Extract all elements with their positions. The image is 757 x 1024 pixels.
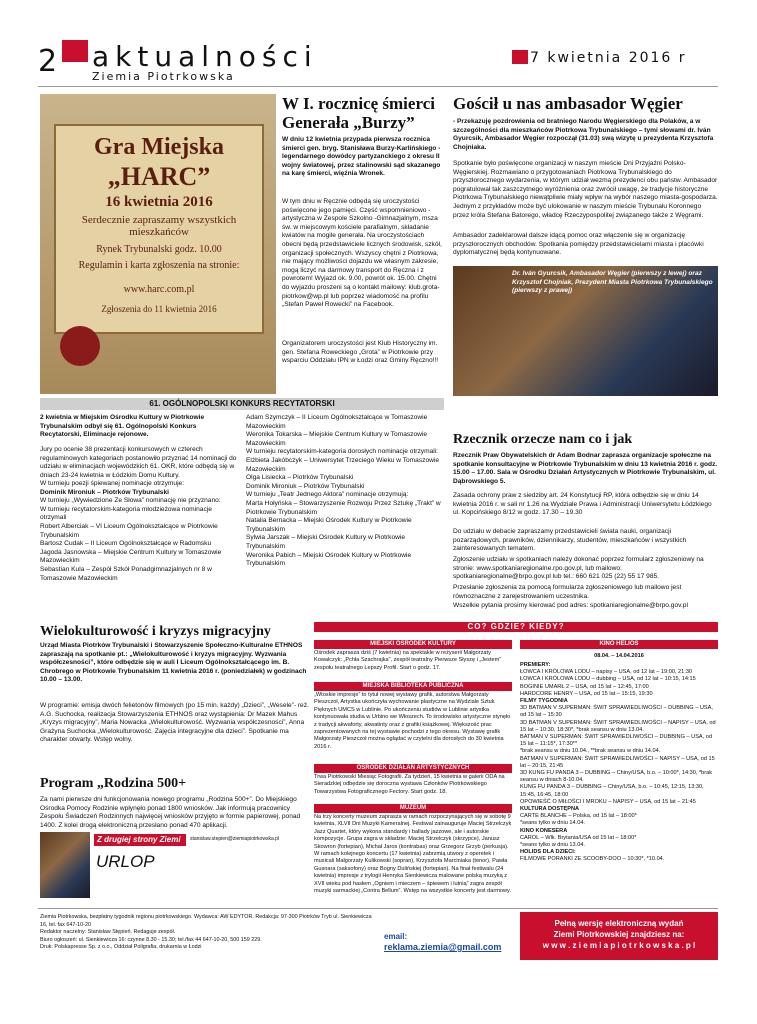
rzecznik-body-2: Do udziału w debacie zapraszamy przedstawicieli świata nauki, organizacji pozarządowych, prawników, dziennikarzy, studentów, mieszkańców i wszystkich zainteresowanych tematem. xyxy=(453,528,687,553)
wegier-body-2: Ambasador zadeklarował dalsze idącą pomoc oraz włączenie się w organizację przyszłorocznych obchodów. Spotkania pomiędzy przedstawicielami miasta i placówki dyplomatycznej będą kontynuowane. xyxy=(453,232,704,257)
kino-item: CAROL – Wlk. Brytania/USA od 15 lat – 18:00* xyxy=(520,834,637,841)
kino-item: 3D BATMAN V SUPERMAN: ŚWIT SPRAWIEDLIWOŚCI – NAPISY – USA, od 15 lat – 10:30, 18:30*, *brak seansu w dniu 13.04. xyxy=(520,719,716,733)
events-band: CO? GDZIE? KIEDY? xyxy=(314,622,718,632)
rzecznik-headline: Rzecznik orzecze nam co i jak xyxy=(453,432,633,447)
list-item: W turnieju recytatorskim-kategoria dorosłych nominacje otrzymali: xyxy=(246,448,439,456)
mok-body: Ośrodek zaprasza dziś (7 kwietnia) na spektakle w reżyserii Małgorzaty Kowalczyk: „Pchła Szachrajka”, zespół teatralny Pierwsze Słyszę i „Jestem” zespołu teatralnego Lepszy Profil. Start o godz. 17. xyxy=(314,650,502,671)
wegier-body: Spotkanie było poświęcone organizacji w naszym mieście Dni Przyjaźni Polsko-Węgierskiej. Rozmawiano o przygotowaniach Piotrkowa Trybunalskiego do przyszłorocznego wydarzenia, w którym udział wezmą prezydenci obu państw. Ambasador pogratulował tak zaszczytnego wyróżnienia oraz zwrócił uwagę, że tradycje historyczne Piotrkowa Trybunalskiego niewątpliwie miały wpływ na wybór naszego miasta-gospodarza. Jednym z przykładów może być ulokowanie w naszym mieście Trybunału Koronnego przez króla Stefana Batorego, władcę Rzeczypospolitej związanego także z Węgrami. xyxy=(453,160,718,219)
rzecznik-body: Zasada ochrony praw z siedziby art. 24 Konstytucji RP, która odbędzie się w dniu 14 kwietnia 2016 r. w sali nr 1.26 na Wydziale Prawa i Administracji Uniwersytetu Łódzkiego ul. Kopcińskiego 8/12 w godz. 17.30 – 19.30 xyxy=(453,492,712,517)
list-item: W turnieju poezji śpiewanej nominacje otrzymuje: xyxy=(40,480,185,487)
mok-title: MIEJSKI OŚRODEK KULTURY xyxy=(314,640,512,649)
column-tag: Z drugiej strony Ziemi xyxy=(94,834,186,846)
kino-item: CARTE BLANCHE – Polska, od 15 lat – 18:00* xyxy=(520,813,637,820)
list-item: W turnieju „Teatr Jednego Aktora” nominacje otrzymują: xyxy=(246,491,409,499)
list-item: Weronika Pabich – Miejski Ośrodek Kultury w Piotrkowie Trybunalskim xyxy=(246,551,412,568)
logo-icon xyxy=(62,40,88,62)
footer-line: Biuro ogłoszeń: ul. Sienkiewicza 16: czynne 8.30 - 15.30; tel./fax 44 647-10-20, 500 159 229. xyxy=(40,936,262,943)
recytator-band: 61. OGÓLNOPOLSKI KONKURS RECYTATORSKI xyxy=(40,398,444,410)
footer-divider xyxy=(38,908,718,909)
list-item: Bartosz Cudak – II Liceum Ogólnokształcące w Radomsku xyxy=(40,540,212,548)
kino-item: BATMAN V SUPERMAN: ŚWIT SPRAWIEDLIWOŚCI – NAPISY – USA, od 15 lat – 20:15, 21:45 xyxy=(520,755,715,769)
wielo-body: W programie: emisja dwóch felietonów filmowych (po 15 min. każdy) „Dzieci”, „Wesele”- reż. A.G. Suchocka, realizacja Stowarzyszenia ETHNOS oraz wystąpienia: Dr Mazek Mahus „Kryzys migracyjny”, Maria Nowacka „Wielokulturowość. Wyzwania współczesności”, Anna Grażyna Suchocka „Wielokulturowość. Zajęcia integracyjne dla dzieci”. Spotkanie ma charakter otwarty. Wstęp wolny. xyxy=(40,702,309,744)
promo-line: Pełną wersję elektroniczną wydań xyxy=(554,919,684,928)
footer-email[interactable]: reklama.ziemia@gmail.com xyxy=(384,942,502,952)
wegier-headline: Gościł u nas ambasador Węgier xyxy=(453,94,683,113)
wielo-headline: Wielokulturowość i kryzys migracyjny xyxy=(40,624,271,639)
rzecznik-body-3: Zgłoszenie udziału w spotkaniach należy dokonać poprzez formularz zgłoszeniowy na stronie: www.spotkaniaregionalne.rpo.gov.pl, lub mailowo: spotkaniaregionalne@brpo.gov.pl lub tel.: 660 621 025 (22) 55 17 985. xyxy=(453,556,704,581)
burza-body: W tym dniu w Ręcznie odbędą się uroczystości poświęcone jego pamięci. Część wspomnieniowo -artystyczna w Zespole Szkolno -Gimnazjalnym, msza św. w miejscowym kościele parafialnym, składanie kwiatów na mogile generała. Na uroczystościach obecni będą przedstawiciele licznych środowisk, szkół, organizacji społecznych. Wszyscy chętni z Piotrkowa, nie mający możliwości dojazdu we własnym zakresie, mogą liczyć na darmowy transport do Ręczna i z powrotem! Wyjazd ok. 9.00, powrót ok. 15.00. Chętni do wyjazdu proszeni są o kontakt mailowy: klub.grota-piotrkow@wp.pl lub poprzez wiadomość na profilu „Stefan Paweł Rowecki” na Facebook. xyxy=(282,198,442,309)
author-photo xyxy=(40,832,90,898)
footer-imprint xyxy=(40,914,380,952)
recytator-body: Jury po ocenie 38 prezentacji konkursowych w czterech regulaminowych kategoriach postanowiło przyznać 14 nominacji do udziału w eliminacjach wojewódzkich 61. OKR, które odbędą się w dniach 23-24 kwietnia w Łódzkim Domu Kultury. xyxy=(40,446,237,479)
page-number: 2 xyxy=(38,44,58,79)
footer-line: Ziemia Piotrkowska, bezpłatny tygodnik regionu piotrkowskiego. Wydawca: AW EDYTOR. Redakcja: 97-300 Piotrków Tryb ul. Sienkiewicza 16, tel. fax 647-10-20 xyxy=(40,914,372,928)
list-item: Dominik Mironiuk – Piotrków Trybunalski xyxy=(246,482,365,490)
list-item: Weronika Tokarska – Miejskie Centrum Kultury w Tomaszowie Mazowieckim xyxy=(246,431,428,447)
kino-item: HOLIDS DLA DZIECI: xyxy=(520,849,576,856)
oda-title: OŚRODEK DZIAŁAŃ ARTYSTYCZNYCH xyxy=(314,764,512,773)
kino-item: HARDCORE HENRY – USA, od 15 lat – 15:15, 19:30 xyxy=(520,690,653,697)
footer-line: Redaktor naczelny: Stanisław Stępień. Redaguje zespół. xyxy=(40,929,176,936)
list-item: Sylwia Jarszak – Miejski Ośrodek Kultury w Piotrkowie Trybunalskim xyxy=(246,534,406,550)
photo-caption: Dr. Iván Gyurcsik, Ambasador Węgier (pierwszy z lewej) oraz Krzysztof Chojniak, Prezydent Miasta Piotrkowa Trybunalskiego (pierwszy z prawej) xyxy=(512,270,713,295)
poster-site[interactable]: www.harc.com.pl xyxy=(123,284,195,295)
recytator-lead: 2 kwietnia w Miejskim Ośrodku Kultury w Piotrkowie Trybunalskim odbył się 61. Ogólnopolski Konkurs Recytatorski, Eliminacje rejonowe. xyxy=(40,414,205,439)
kino-item: OPOWIEŚĆ O MIŁOŚCI I MROKU – NAPISY – USA, od 15 lat – 21:45 xyxy=(520,798,696,805)
logo-icon-small xyxy=(512,50,528,64)
list-item: W turnieju „Wywiedzione Ze Słowa” nominację nie przyznano: xyxy=(40,497,221,505)
poster-rules: Regulamin i karta zgłoszenia na stronie: xyxy=(78,260,240,271)
list-item: W turnieju recytatorskim-kategoria młodzieżowa nominacje otrzymali xyxy=(40,505,212,522)
kino-item: FILMOWE PORANKI ZE SCOOBY-DOO – 10:30*, *10.04. xyxy=(520,856,665,863)
kino-item: 3D KUNG FU PANDA 3 – DUBBING – Chiny/USA, b.o. – 10:00*, 14:30, *brak seansu w dniach 8-10.04. xyxy=(520,770,713,784)
rzecznik-lead: Rzecznik Praw Obywatelskich dr Adam Bodnar zaprasza organizacje społeczne na spotkanie konsultacyjne w Piotrkowie Trybunalskim w dniu 13 kwietnia 2016 r. godz. 15.00 – 17.00. Sala w Ośrodku Działań Artystycznych w Piotrkowie Trybunalskim, ul. Dąbrowskiego 5. xyxy=(453,452,718,485)
kino-item: KULTURA DOSTĘPNA xyxy=(520,806,580,813)
poster-name: „HARC” xyxy=(107,162,211,191)
kino-item: *seans tylko w dniu 13.04. xyxy=(520,842,585,849)
list-item: Adam Szymczyk – II Liceum Ogólnokształcące w Tomaszowie Mazowieckim xyxy=(246,414,428,430)
mbp-title: MIEJSKA BIBLIOTEKA PUBLICZNA xyxy=(314,682,512,691)
muzeum-body: Na trzy koncerty muzeum zaprasza w ramach rozpoczynających się w sobotę 9 kwietnia, XLVII Dni Muzyki Kameralnej. Festiwal zainauguruje Maciej Strzelczyk Jazz Quartet, który wykona standardy i ballady jazzowe, ale i autorskie kompozycje. Grupa zagra w składzie: Maciej Strzelczyk (skrzypce), Janusz Skowron (fortepian), Michał Jaros (kontrabas) oraz Grzegorz Grzyb (perkusja). W ramach kolejnego koncertu (17 kwietnia) zabrzmią utwory z operetek i musicali Małgorzaty Kulikowski (sopran), Krzysztofa Marciniaka (tenor), Pawła Gusnara (saksofony) oraz Bogny Dulińskiej (fortepian). Na finał festiwalu (24 kwietnia) impresje z trylogii Henryka Sienkiewicza malowane polską muzyką z XVII wieku pod hasłem „Ogniem i mieczem – śpiewem i lutnią” zagra zespół muzyki sarmackiej „Contra Bellum”. Wstęp na wszystkie koncerty jest darmowy. xyxy=(314,814,512,895)
wielo-lead: Urząd Miasta Piotrków Trybunalski i Stowarzyszenie Społeczno-Kulturalne ETHNOS zapraszają na spotkanie pt.: „Wielokulturowość i kryzys migracyjny. Wyzwania współczesności”, które odbędzie się w auli I Liceum Ogólnokształcącego im. B. Chrobrego w Piotrkowie Trybunalskim 11 kwietnia 2016 r. (poniedziałek) w godzinach 10.00 – 13.00. xyxy=(40,642,307,684)
column-title: URLOP xyxy=(96,852,155,871)
kino-title: KINO HELIOS xyxy=(520,640,718,649)
kino-list xyxy=(520,662,718,864)
column-email[interactable]: stanislaw.stepien@ziemiapiotrkowska.pl xyxy=(190,836,280,842)
promo-url[interactable]: w w w . z i e m i a p i o t r k o w s k a . p l xyxy=(542,941,696,950)
kino-item: PREMIERY: xyxy=(520,662,551,668)
poster-invite: Serdecznie zapraszamy wszystkich mieszkańców xyxy=(81,214,237,238)
kino-item: KUNG FU PANDA 3 – DUBBING – Chiny/USA, b.o. – 10:45, 12:15, 13:30, 15:45, 16:45, 18:00 xyxy=(520,784,704,798)
rodzina-body: Za nami pierwsze dni funkcjonowania nowego programu „Rodzina 500+”. Do Miejskiego Ośrodka Pomocy Rodzinie wpłynęło ponad 1800 wniosków. Jak informują pracownicy Zespołu Świadczeń Rodzinnych najwięcej wniosków przyjęto w formie papierowej, ponad 1400. Z kolei drogą elektroniczną przesłano ponad 470 aplikacji. xyxy=(40,796,301,829)
kino-item: ŁOWCA I KRÓLOWA LODU – dubbing – USA, od 12 lat – 10:15, 14:15 xyxy=(520,676,696,683)
promo-box[interactable] xyxy=(520,912,718,960)
poster-deadline: Zgłoszenia do 11 kwietnia 2016 xyxy=(101,304,217,314)
promo-line: Ziemi Piotrkowskiej znajdziesz na: xyxy=(553,930,685,939)
kino-item: *seans tylko w dniu 14.04. xyxy=(520,820,585,827)
wax-seal-icon xyxy=(60,326,100,366)
kino-item: KINO KONESERA xyxy=(520,827,568,834)
rzecznik-body-5: Wszelkie pytania prosimy kierować pod adres: spotkaniaregionalne@brpo.gov.pl xyxy=(453,602,688,609)
poster-title: Gra Miejska xyxy=(94,134,224,160)
poster-place: Rynek Trybunalski godz. 10.00 xyxy=(96,244,222,255)
footer-line: Druk: Polskapresse Sp. z o.o., Oddział Poligrafia, drukarnia w Łodzi xyxy=(40,944,202,951)
kino-item: ŁOWCA I KRÓLOWA LODU – napisy – USA, od 12 lat – 19:00, 21:30 xyxy=(520,669,693,676)
list-item: Sebastian Kula – Zespół Szkół Ponadgimnazjalnych nr 8 w Tomaszowie Mazowieckim xyxy=(40,565,212,582)
kino-item: *brak seansu w dniu 10.04., **brak seansu w dniu 14.04. xyxy=(520,748,661,755)
burza-lead: W dniu 12 kwietnia przypada pierwsza rocznica śmierci gen. bryg. Stanisława Burzy-Karlińskiego - legendarnego dowódcy partyzanckiego z okresu II wojny światowej, przez stalinowski sąd skazanego na karę śmierci, więźnia Wronek. xyxy=(282,136,441,178)
kino-item: FILMY TYGODNIA xyxy=(520,698,568,705)
kino-item: 3D BATMAN V SUPERMAN: ŚWIT SPRAWIEDLIWOŚCI – DUBBING – USA, od 15 lat – 15:30 xyxy=(520,705,713,719)
masthead-title: aktualności xyxy=(92,40,318,73)
masthead-subtitle: Ziemia Piotrkowska xyxy=(92,70,235,83)
recytator-col1 xyxy=(40,480,238,583)
mbp-body: „Wtoskie impresje” to tytuł nowej wystawy grafik, autorstwa Małgorzaty Pieszczoł, Artystka ukończyła wychowanie plastyczne na Wydziale Sztuk Pięknych UMCS w Lublinie. Po ukończeniu studiów w Lublinie artystka kontynuowała studia w Urbino we Włoszech. To środowisko artystyczne stynęło z tradycji akwaforty, akwatinty oraz z grafiki książkowej. Większość prac zaprezentowanych na tej wystawie pochodzi z tego okresu. Wystawę grafik Małgorzaty Pieszczoł można oglądać w czytelni dla dorosłych do 30 kwietnia 2016 r. xyxy=(314,692,511,750)
muzeum-title: MUZEUM xyxy=(314,804,512,813)
oda-body: Trwa Piotrkowski Miesiąc Fotografii. Za tydzień, 15 kwietnia w galerii ODA na Sieradzkiej odbędzie się doroczna wystawa Członków Piotrkowskiego Towarzystwa Fotograficznego Fectory. Start godz. 18. xyxy=(314,774,505,795)
list-item: Natalia Bernacka – Miejski Ośrodek Kultury w Piotrkowie Trybunalskim xyxy=(246,517,412,533)
recytator-col2 xyxy=(246,414,444,569)
rzecznik-body-4: Przesłanie zgłoszenia za pomocą formularza zgłoszeniowego lub mailowo jest równoznaczne z zarejestrowaniem uczestnika. xyxy=(453,584,682,600)
list-item: Dominik Mironiuk – Piotrków Trybunalski xyxy=(40,488,169,496)
burza-headline: W I. rocznicę śmierci Generała „Burzy” xyxy=(282,94,435,132)
list-item: Marta Hołyńska – Stowarzyszenie Rozwoju Przez Sztukę „Trakt” w Piotrkowie Trybunalskim xyxy=(246,499,441,516)
rodzina-headline: Program „Rodzina 500+ xyxy=(40,776,187,791)
list-item: Elżbieta Jakóbczyk – Uniwersytet Trzeciego Wieku w Tomaszowie Mazowieckim xyxy=(246,456,440,473)
footer-email-label: email: xyxy=(384,932,408,941)
burza-body-2: Organizatorem uroczystości jest Klub Historyczny im. gen. Stefana Roweckiego „Grota” w Piotrkowie przy wsparciu Oddziału IPN w Łodzi oraz Gminy Ręczno!!! xyxy=(282,340,439,365)
list-item: Jagoda Jasnowska – Miejskie Centrum Kultury w Tomaszowie Mazowieckim xyxy=(40,548,222,565)
list-item: Robert Alberciak – VI Liceum Ogólnokształcące w Piotrkowie Trybunalskim xyxy=(40,522,218,539)
list-item: Olga Lisiecka – Piotrków Trybunalski xyxy=(246,474,354,482)
issue-date: 7 kwietnia 2016 r xyxy=(530,50,687,66)
kino-dates: 08.04. – 14.04.2016 xyxy=(594,653,644,659)
divider xyxy=(38,86,718,87)
kino-item: BATMAN V SUPERMAN: ŚWIT SPRAWIEDLIWOŚCI – DUBBING – USA, od 15 lat – 11:15*, 17:30** xyxy=(520,734,712,748)
wegier-lead: - Przekazuję pozdrowienia od bratniego Narodu Węgierskiego dla Polaków, a w szczególności dla mieszkańców Piotrkowa Trybunalskiego – tymi słowami dr. Iván Gyurcsik, Ambasador Węgier rozpoczął (31.03) swą wizytę u prezydenta Krzysztofa Chojniaka. xyxy=(453,118,714,151)
poster-date: 16 kwietnia 2016 xyxy=(105,194,213,210)
kino-item: BOGINIE UMARŁ 2 – USA, od 15 lat – 12:45, 17:00 xyxy=(520,683,649,690)
